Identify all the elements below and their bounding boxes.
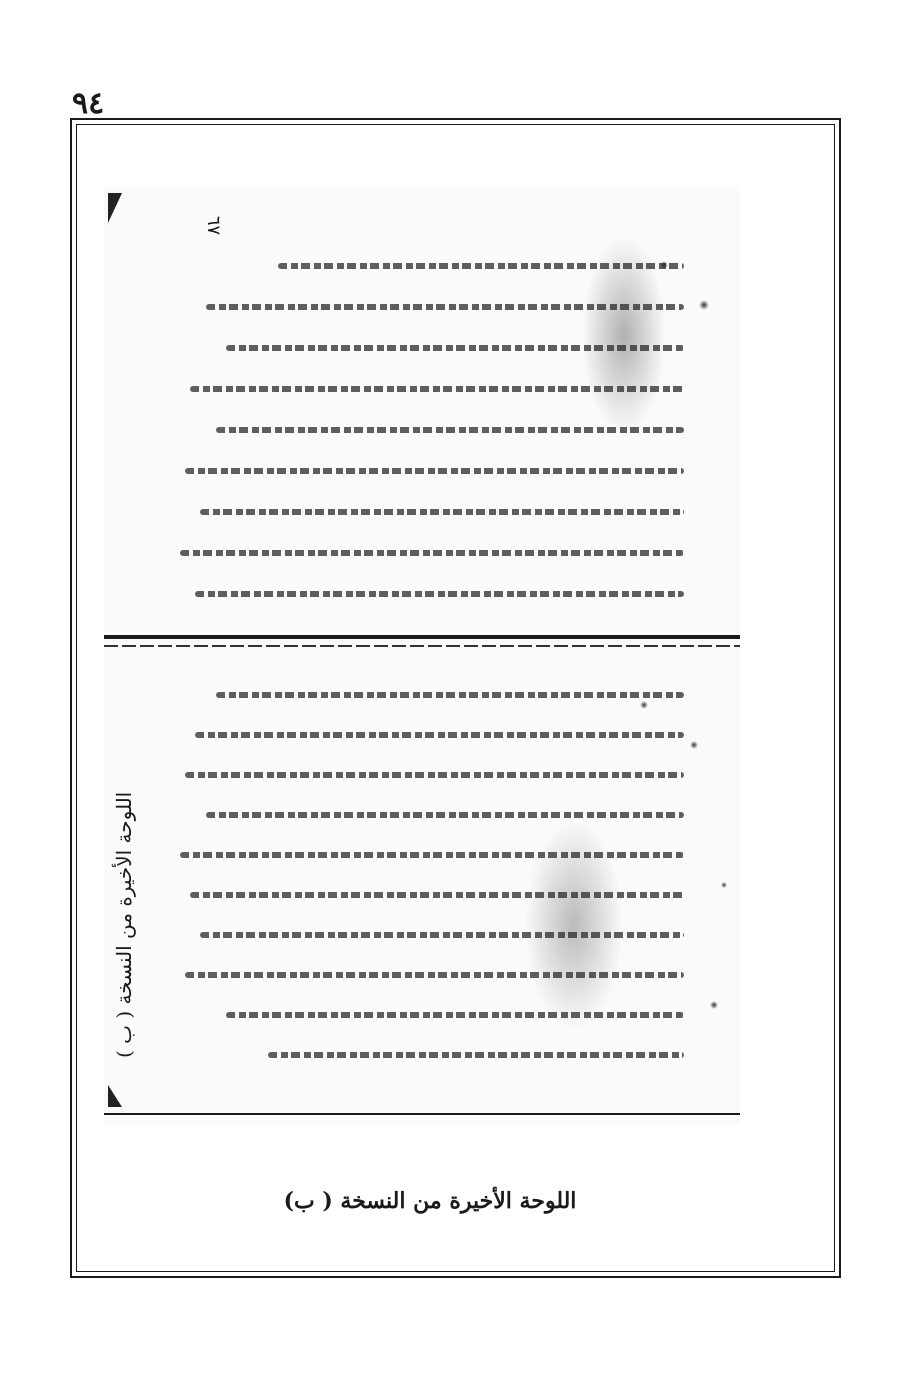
manuscript-lower-page xyxy=(164,675,684,1075)
manuscript-image xyxy=(104,185,740,1125)
manuscript-side-caption: اللوحة الأخيرة من النسخة ( ب ) xyxy=(112,791,136,1059)
manuscript-line xyxy=(185,468,684,474)
manuscript-line xyxy=(185,972,684,978)
manuscript-line xyxy=(195,732,684,738)
manuscript-line xyxy=(185,772,684,778)
manuscript-line xyxy=(216,427,684,433)
manuscript-line xyxy=(226,1012,684,1018)
figure-caption: اللوحة الأخيرة من النسخة ( ب) xyxy=(283,1188,577,1214)
manuscript-page-divider xyxy=(104,635,740,639)
manuscript-line xyxy=(268,1052,684,1058)
manuscript-folio-number: ٦٧ xyxy=(203,215,225,236)
manuscript-line xyxy=(190,892,684,898)
manuscript-line xyxy=(216,692,684,698)
manuscript-line xyxy=(278,263,684,269)
page-number: ٩٤ xyxy=(72,86,105,121)
manuscript-page-divider-thin xyxy=(104,645,740,647)
manuscript-line xyxy=(180,550,684,556)
manuscript-line xyxy=(190,386,684,392)
manuscript-line xyxy=(180,852,684,858)
manuscript-line xyxy=(195,591,684,597)
manuscript-line xyxy=(206,812,684,818)
manuscript-line xyxy=(200,509,684,515)
manuscript-line xyxy=(226,345,684,351)
manuscript-line xyxy=(206,304,684,310)
manuscript-bottom-rule xyxy=(104,1113,740,1115)
manuscript-line xyxy=(200,932,684,938)
manuscript-upper-page xyxy=(164,245,684,615)
corner-mark-top xyxy=(108,193,122,223)
